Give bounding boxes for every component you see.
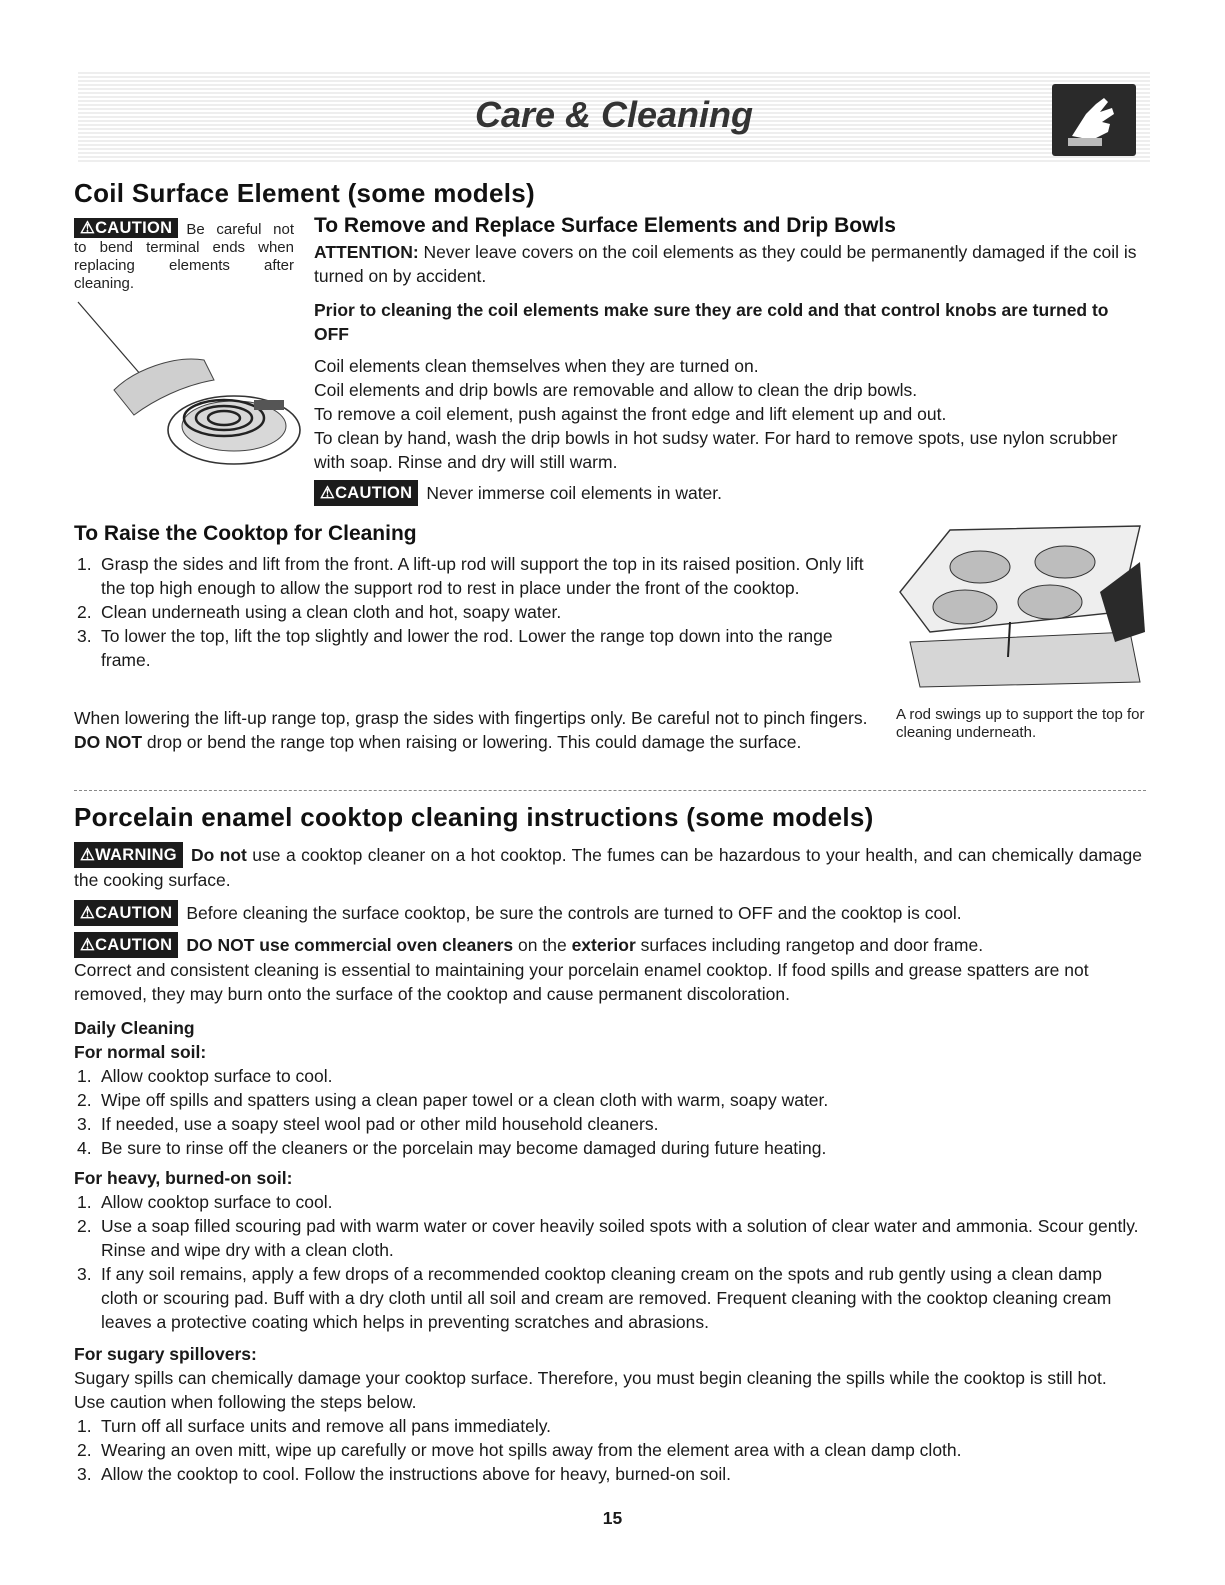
section-heading-coil: Coil Surface Element (some models) [74, 178, 535, 208]
side-caution-text: Be careful not to bend terminal ends when replacing elements after cleaning. [74, 221, 294, 292]
coil-instructions [314, 354, 1140, 474]
coil-element-illustration [74, 300, 304, 480]
page-number: 15 [602, 1508, 623, 1528]
raise-steps [74, 552, 884, 672]
list-item: 1. Allow cooktop surface to cool. [77, 1066, 333, 1086]
warning-badge: ⚠WARNING [74, 842, 183, 868]
prior-cleaning-note: Prior to cleaning the coil elements make sure they are cold and that control knobs are turned to OFF [314, 300, 1109, 344]
coil-line: To remove a coil element, push against the front edge and lift element up and out. [314, 404, 947, 424]
subheading-raise-cooktop: To Raise the Cooktop for Cleaning [74, 522, 417, 545]
attention-paragraph [314, 240, 1140, 288]
lowering-paragraph: When lowering the lift-up range top, grasp the sides with fingertips only. Be careful not to pinch fingers. DO NOT drop or bend the range top when raising or lowering. This could damage the surface. [74, 708, 868, 752]
heavy-soil-steps [74, 1190, 1142, 1334]
immerse-caution [314, 480, 722, 506]
list-item: 1. Allow cooktop surface to cool. [77, 1192, 333, 1212]
daily-cleaning-heading: Daily Cleaning [74, 1018, 195, 1038]
list-item: 3. Allow the cooktop to cool. Follow the instructions above for heavy, burned-on soil. [77, 1464, 732, 1484]
list-item: 3. If any soil remains, apply a few drops of a recommended cooktop cleaning cream on the spots and rub gently using a clean damp cloth or scouring pad. Buff with a dry cloth until all soil and cream are removed. Frequent cleaning with the cooktop cleaning cream leaves a protective coating which helps in preventing scratches and abrasions. [77, 1264, 1112, 1332]
cleaning-hand-icon [1052, 84, 1136, 156]
immerse-caution-text: Never immerse coil elements in water. [426, 483, 723, 503]
coil-line: Coil elements clean themselves when they are turned on. [314, 356, 759, 376]
coil-line: Coil elements and drip bowls are removable and allow to clean the drip bowls. [314, 380, 918, 400]
list-item: 2. Wipe off spills and spatters using a clean paper towel or a clean cloth with warm, soapy water. [77, 1090, 829, 1110]
heavy-soil-heading: For heavy, burned-on soil: [74, 1168, 293, 1188]
coil-line: To clean by hand, wash the drip bowls in hot sudsy water. For hard to remove spots, use nylon scrubber with soap. Rinse and dry will still warm. [314, 428, 1118, 472]
attention-label: ATTENTION: [314, 242, 419, 262]
illustration-caption: A rod swings up to support the top for cleaning underneath. [896, 706, 1145, 741]
list-item: 1. Grasp the sides and lift from the front. A lift-up rod will support the top in its raised position. Only lift the top high enough to allow the support rod to rest in place under the front of the cooktop. [77, 554, 864, 598]
list-item: 2. Use a soap filled scouring pad with warm water or cover heavily soiled spots with a solution of clear water and ammonia. Scour gently. Rinse and wipe dry with a clean cloth. [77, 1216, 1139, 1260]
subheading-remove-replace: To Remove and Replace Surface Elements and Drip Bowls [314, 214, 896, 237]
list-item: 2. Wearing an oven mitt, wipe up carefully or move hot spills away from the element area with a clean damp cloth. [77, 1440, 962, 1460]
list-item: 2. Clean underneath using a clean cloth and hot, soapy water. [77, 602, 562, 622]
sugary-heading: For sugary spillovers: [74, 1344, 257, 1364]
caution-badge: ⚠CAUTION [74, 900, 178, 926]
list-item: 4. Be sure to rinse off the cleaners or the porcelain may become damaged during future heating. [77, 1138, 827, 1158]
raised-cooktop-illustration [890, 522, 1145, 692]
page-title: Care & Cleaning [474, 94, 754, 135]
header-banner [78, 72, 1150, 162]
caution-badge: ⚠CAUTION [314, 480, 418, 506]
sugary-intro: Sugary spills can chemically damage your cooktop surface. Therefore, you must begin cleaning the spills while the cooktop is still hot. Use caution when following the steps below. [74, 1368, 1107, 1412]
caution-cool-paragraph: ⚠CAUTION Before cleaning the surface cooktop, be sure the controls are turned to OFF and the cooktop is cool. [74, 900, 1142, 926]
section-heading-porcelain: Porcelain enamel cooktop cleaning instructions (some models) [74, 802, 874, 832]
list-item: 3. If needed, use a soapy steel wool pad or other mild household cleaners. [77, 1114, 659, 1134]
section-divider [74, 790, 1146, 791]
intro-paragraph: Correct and consistent cleaning is essential to maintaining your porcelain enamel cooktop. If food spills and grease spatters are not removed, they may burn onto the surface of the cooktop and cause permanent discoloration. [74, 960, 1089, 1004]
list-item: 3. To lower the top, lift the top slightly and lower the rod. Lower the range top down into the range frame. [77, 626, 833, 670]
side-caution [74, 218, 294, 293]
normal-soil-steps [74, 1064, 1142, 1160]
caution-cleaners-paragraph: ⚠CAUTION DO NOT use commercial oven cleaners on the exterior surfaces including rangetop and door frame. [74, 932, 1142, 958]
caution-badge: ⚠CAUTION [74, 932, 178, 958]
warning-paragraph: ⚠WARNING Do not use a cooktop cleaner on a hot cooktop. The fumes can be hazardous to your health, and can chemically damage the cooking surface. [74, 842, 1142, 892]
sugary-steps [74, 1414, 1142, 1486]
caution-badge: ⚠CAUTION [74, 218, 178, 238]
attention-text: Never leave covers on the coil elements as they could be permanently damaged if the coil is turned on by accident. [314, 242, 1137, 286]
normal-soil-heading: For normal soil: [74, 1042, 207, 1062]
list-item: 1. Turn off all surface units and remove all pans immediately. [77, 1416, 552, 1436]
